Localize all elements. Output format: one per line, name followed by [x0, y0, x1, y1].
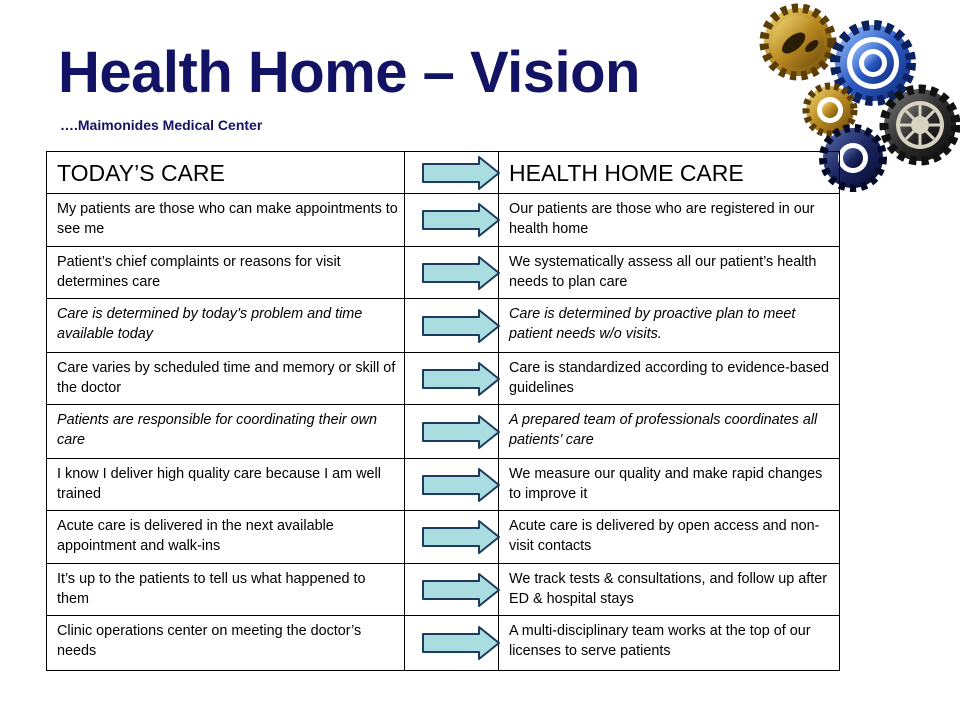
table-row [47, 616, 840, 671]
right-arrow-icon [421, 155, 501, 191]
care-comparison-table [46, 151, 840, 671]
health-home-care-cell: We systematically assess all our patient’s health needs to plan care [499, 247, 840, 299]
table-row [47, 299, 840, 353]
arrow-cell [405, 194, 499, 247]
arrow-cell [405, 152, 499, 194]
arrow-cell [405, 511, 499, 564]
right-arrow-icon [421, 414, 501, 450]
arrow-cell [405, 405, 499, 459]
todays-care-cell: My patients are those who can make appointments to see me [47, 194, 405, 247]
right-arrow-icon [421, 255, 501, 291]
todays-care-cell: I know I deliver high quality care because I am well trained [47, 459, 405, 511]
arrow-cell [405, 299, 499, 353]
right-arrow-icon [421, 308, 501, 344]
todays-care-cell: Acute care is delivered in the next available appointment and walk-ins [47, 511, 405, 564]
table-row [47, 459, 840, 511]
right-arrow-icon [421, 361, 501, 397]
gear-dark-right [884, 89, 956, 161]
right-arrow-icon [421, 572, 501, 608]
arrow-cell [405, 353, 499, 405]
todays-care-cell: Care varies by scheduled time and memory or skill of the doctor [47, 353, 405, 405]
header-health-home-care: HEALTH HOME CARE [499, 152, 840, 194]
health-home-care-cell: Care is determined by proactive plan to meet patient needs w/o visits. [499, 299, 840, 353]
table-row [47, 511, 840, 564]
todays-care-cell: Patients are responsible for coordinating their own care [47, 405, 405, 459]
arrow-cell [405, 616, 499, 671]
slide-subtitle: ….Maimonides Medical Center [60, 117, 263, 133]
health-home-care-cell: Care is standardized according to evidence-based guidelines [499, 353, 840, 405]
right-arrow-icon [421, 202, 501, 238]
arrow-cell [405, 459, 499, 511]
todays-care-cell: It’s up to the patients to tell us what happened to them [47, 564, 405, 616]
header-todays-care: TODAY’S CARE [47, 152, 405, 194]
health-home-care-cell: A prepared team of professionals coordinates all patients’ care [499, 405, 840, 459]
table-row [47, 564, 840, 616]
right-arrow-icon [421, 625, 501, 661]
table-row [47, 194, 840, 247]
right-arrow-icon [421, 467, 501, 503]
todays-care-cell: Care is determined by today’s problem and time available today [47, 299, 405, 353]
arrow-cell [405, 247, 499, 299]
health-home-care-cell: Our patients are those who are registered in our health home [499, 194, 840, 247]
arrow-cell [405, 564, 499, 616]
table-row [47, 353, 840, 405]
table-header-row [47, 152, 840, 194]
table-row [47, 405, 840, 459]
health-home-care-cell: Acute care is delivered by open access and non-visit contacts [499, 511, 840, 564]
health-home-care-cell: We measure our quality and make rapid changes to improve it [499, 459, 840, 511]
right-arrow-icon [421, 519, 501, 555]
todays-care-cell: Patient’s chief complaints or reasons for visit determines care [47, 247, 405, 299]
table-row [47, 247, 840, 299]
health-home-care-cell: We track tests & consultations, and follow up after ED & hospital stays [499, 564, 840, 616]
health-home-care-cell: A multi-disciplinary team works at the top of our licenses to serve patients [499, 616, 840, 671]
gear-gold-top [764, 8, 832, 76]
todays-care-cell: Clinic operations center on meeting the doctor’s needs [47, 616, 405, 671]
slide-title: Health Home – Vision [58, 40, 640, 105]
